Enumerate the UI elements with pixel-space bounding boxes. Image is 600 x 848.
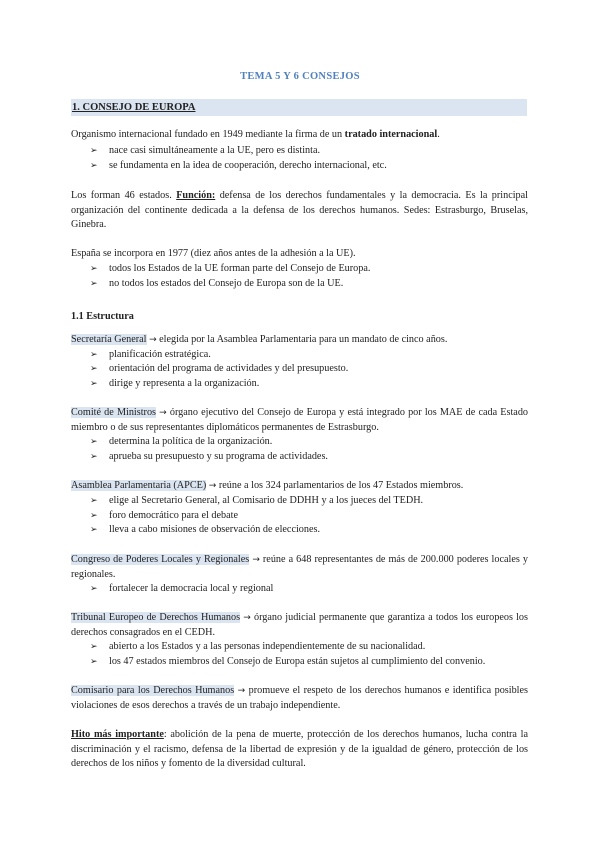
subsection-heading-estructura: 1.1 Estructura: [71, 311, 134, 322]
intro-end: .: [437, 129, 440, 140]
list-item-text: foro democrático para el debate: [109, 510, 238, 521]
members-post: defensa de los derechos fundamentales y la democracia. Es la principal organización del continente dedicada a la defensa de los derechos humanos. Sedes: Estrasburgo, Bruselas, Ginebra.: [71, 190, 528, 231]
bullet-arrow-icon: ➢: [90, 279, 98, 289]
section-heading-text: 1. CONSEJO DE EUROPA: [72, 102, 196, 113]
secretaria-name: Secretaría General: [71, 334, 147, 345]
congreso-desc: reúne a 648 representantes de más de 200.000 poderes locales y regionales.: [71, 554, 528, 580]
list-item-text: fortalecer la democracia local y regional: [109, 583, 274, 594]
section-heading-consejo-europa: [71, 99, 527, 116]
list-item: [90, 159, 387, 174]
asamblea-paragraph: [71, 479, 528, 494]
list-item: [90, 262, 370, 277]
list-item: [90, 509, 238, 524]
list-item-text: se fundamenta en la idea de cooperación, derecho internacional, etc.: [109, 160, 387, 171]
list-item-text: abierto a los Estados y a las personas independientemente de su nacionalidad.: [109, 641, 426, 652]
bullet-arrow-icon: ➢: [90, 146, 98, 156]
right-arrow-icon: →: [252, 555, 260, 565]
list-item-text: orientación del programa de actividades y del presupuesto.: [109, 363, 349, 374]
list-item-text: lleva a cabo misiones de observación de elecciones.: [109, 524, 321, 535]
list-item: [90, 348, 211, 363]
intro-text: Organismo internacional fundado en 1949 mediante la firma de un: [71, 129, 345, 140]
spain-paragraph: España se incorpora en 1977 (diez años antes de la adhesión a la UE).: [71, 248, 356, 259]
list-item-text: elige al Secretario General, al Comisario de DDHH y a los jueces del TEDH.: [109, 495, 424, 506]
comisario-paragraph: [71, 684, 528, 713]
members-paragraph: [71, 189, 528, 233]
list-item: [90, 435, 272, 450]
list-item-text: determina la política de la organización.: [109, 436, 273, 447]
bullet-arrow-icon: ➢: [90, 437, 98, 447]
hito-label: Hito más importante: [71, 729, 164, 740]
list-item-text: todos los Estados de la UE forman parte del Consejo de Europa.: [109, 263, 371, 274]
hito-text: : abolición de la pena de muerte, protección de los derechos humanos, lucha contra la discriminación y el racismo, defensa de la libertad de expresión y de la igualdad de género, protección de los derechos de los niños y fomento de la diversidad cultural.: [71, 729, 528, 770]
tribunal-name: Tribunal Europeo de Derechos Humanos: [71, 612, 241, 623]
intro-paragraph: [71, 128, 528, 143]
list-item: [90, 377, 259, 392]
secretaria-paragraph: [71, 333, 528, 348]
congreso-name: Congreso de Poderes Locales y Regionales: [71, 554, 250, 565]
secretaria-desc: elegida por la Asamblea Parlamentaria para un mandato de cinco años.: [156, 334, 448, 345]
bullet-arrow-icon: ➢: [90, 525, 98, 535]
document-title: TEMA 5 Y 6 CONSEJOS: [240, 71, 360, 82]
list-item: [90, 640, 425, 655]
comite-desc: órgano ejecutivo del Consejo de Europa y está integrado por los MAE de cada Estado miembro o de sus representantes diplomáticos permanentes de Estrasburgo.: [71, 407, 529, 433]
hito-paragraph: [71, 728, 528, 772]
comite-paragraph: [71, 406, 528, 435]
bullet-arrow-icon: ➢: [90, 642, 98, 652]
funcion-label: Función:: [176, 190, 216, 201]
asamblea-desc: reúne a los 324 parlamentarios de los 47 Estados miembros.: [216, 480, 464, 491]
asamblea-name: Asamblea Parlamentaria (APCE): [71, 480, 207, 491]
right-arrow-icon: →: [243, 613, 251, 623]
list-item-text: dirige y representa a la organización.: [109, 378, 260, 389]
bullet-arrow-icon: ➢: [90, 584, 98, 594]
list-item: [90, 277, 343, 292]
list-item-text: no todos los estados del Consejo de Europa son de la UE.: [109, 278, 344, 289]
list-item: [90, 450, 328, 465]
list-item: [90, 362, 348, 377]
tribunal-paragraph: [71, 611, 528, 640]
right-arrow-icon: →: [208, 481, 217, 491]
list-item: [90, 144, 320, 159]
right-arrow-icon: →: [237, 686, 246, 696]
members-pre: Los forman 46 estados.: [71, 190, 177, 201]
bullet-arrow-icon: ➢: [90, 161, 98, 171]
comite-name: Comité de Ministros: [71, 407, 156, 418]
list-item-text: nace casi simultáneamente a la UE, pero es distinta.: [109, 145, 321, 156]
bullet-arrow-icon: ➢: [90, 264, 98, 274]
bullet-arrow-icon: ➢: [90, 350, 98, 360]
bullet-arrow-icon: ➢: [90, 657, 98, 667]
list-item: [90, 655, 485, 670]
bullet-arrow-icon: ➢: [90, 496, 98, 506]
list-item: [90, 494, 423, 509]
congreso-paragraph: [71, 553, 528, 582]
right-arrow-icon: →: [159, 408, 167, 418]
comisario-name: Comisario para los Derechos Humanos: [71, 685, 235, 696]
list-item: [90, 582, 273, 597]
list-item-text: los 47 estados miembros del Consejo de Europa están sujetos al cumplimiento del convenio.: [109, 656, 486, 667]
list-item: [90, 523, 320, 538]
list-item-text: planificación estratégica.: [109, 349, 211, 360]
comisario-desc: promueve el respeto de los derechos humanos e identifica posibles violaciones de esos derechos a través de un trabajo independiente.: [71, 685, 528, 711]
bullet-arrow-icon: ➢: [90, 379, 98, 389]
list-item-text: aprueba su presupuesto y su programa de actividades.: [109, 451, 328, 462]
intro-bold: tratado internacional: [344, 129, 438, 140]
right-arrow-icon: →: [149, 335, 157, 345]
bullet-arrow-icon: ➢: [90, 511, 98, 521]
bullet-arrow-icon: ➢: [90, 452, 98, 462]
tribunal-desc: órgano judicial permanente que garantiza a todos los europeos los derechos consagrados en el CEDH.: [71, 612, 528, 638]
bullet-arrow-icon: ➢: [90, 364, 98, 374]
